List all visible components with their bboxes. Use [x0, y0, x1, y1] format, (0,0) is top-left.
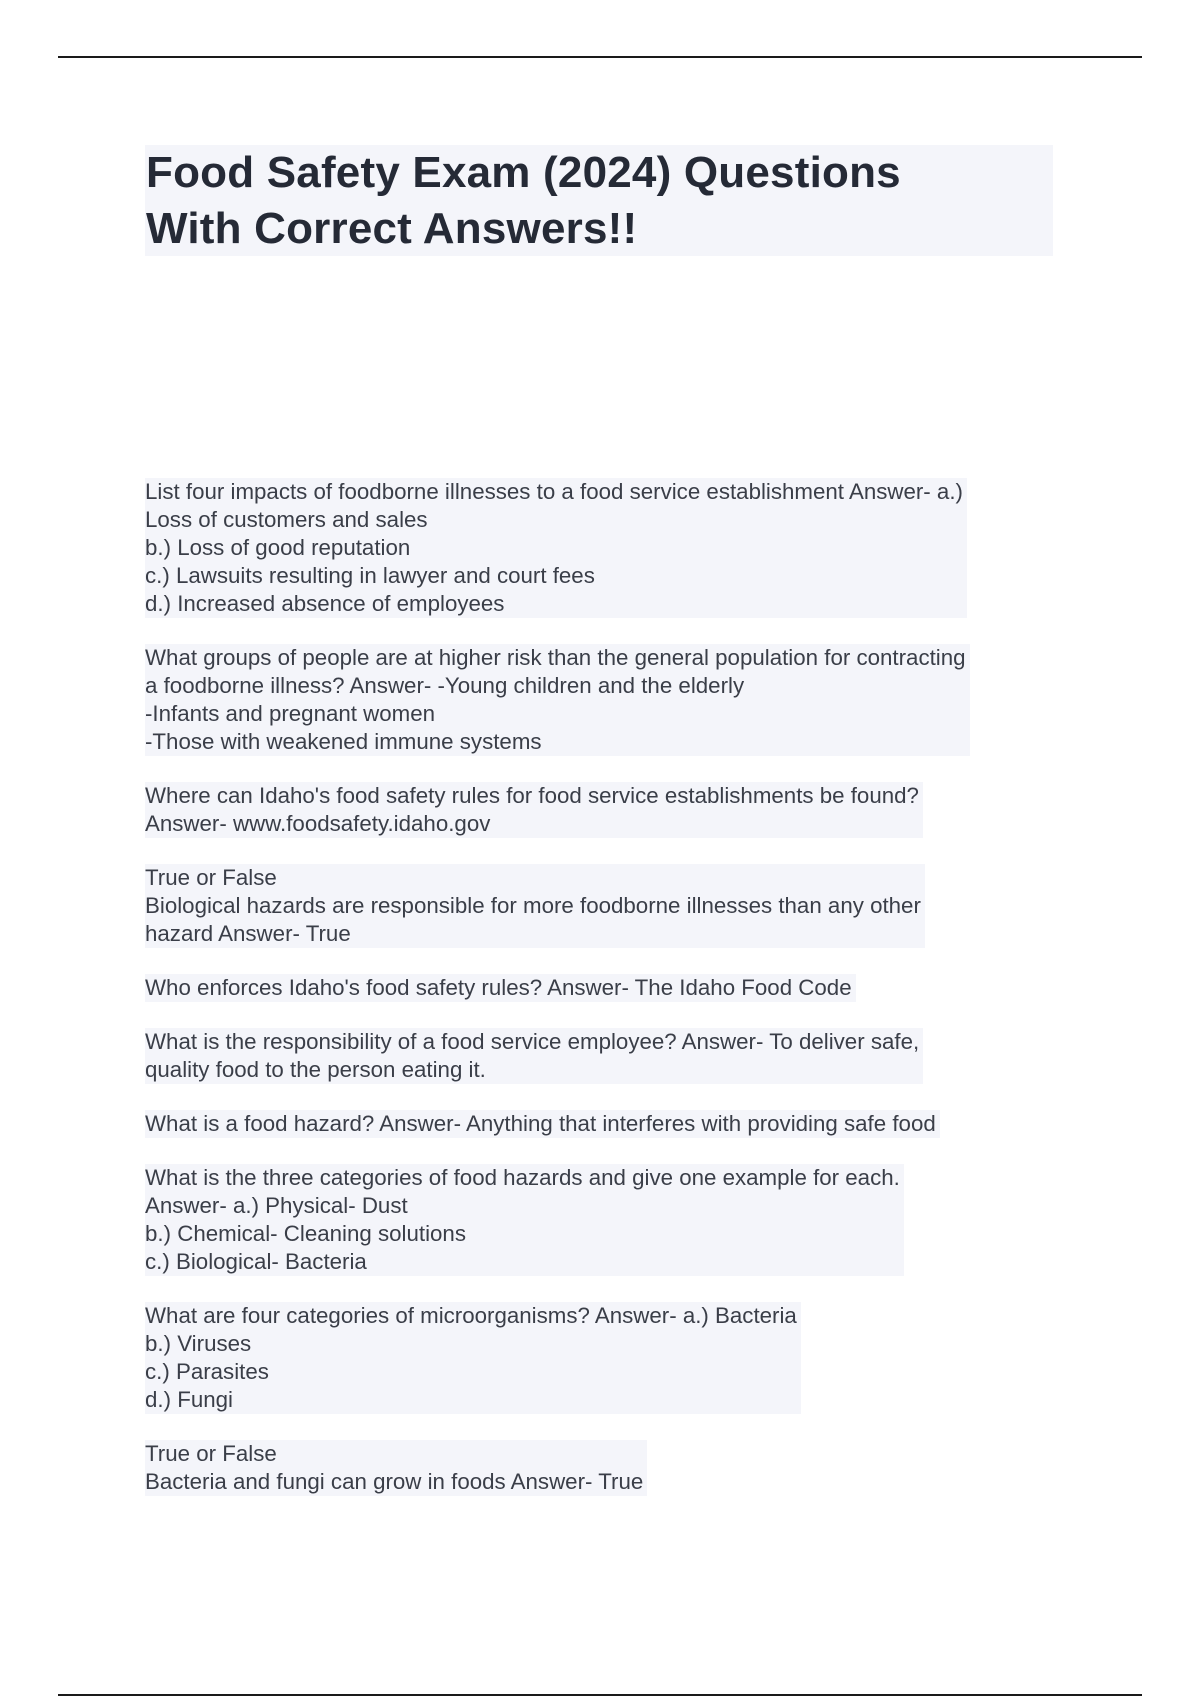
qa-item	[145, 1028, 1065, 1084]
qa-item	[145, 478, 1065, 618]
qa-item	[145, 974, 1065, 1002]
document-title: Food Safety Exam (2024) Questions With Correct Answers!!	[146, 148, 901, 253]
header-rule	[58, 56, 1142, 58]
qa-text: Who enforces Idaho's food safety rules? Answer- The Idaho Food Code	[145, 974, 856, 1002]
qa-item	[145, 864, 1065, 948]
qa-text: What is the responsibility of a food service employee? Answer- To deliver safe, quality food to the person eating it.	[145, 1028, 923, 1084]
qa-item	[145, 782, 1065, 838]
qa-text: What are four categories of microorganisms? Answer- a.) Bacteria b.) Viruses c.) Parasites d.) Fungi	[145, 1302, 801, 1414]
qa-item	[145, 1164, 1065, 1276]
qa-item	[145, 644, 1065, 756]
title-block	[145, 145, 1053, 256]
qa-text: Where can Idaho's food safety rules for food service establishments be found? Answer- www.foodsafety.idaho.gov	[145, 782, 923, 838]
qa-item	[145, 1110, 1065, 1138]
qa-text: What groups of people are at higher risk than the general population for contracting a foodborne illness? Answer- -Young children and the elderly -Infants and pregnant women -Those with weakened immune systems	[145, 644, 970, 756]
qa-item	[145, 1440, 1065, 1496]
footer-rule	[58, 1694, 1142, 1696]
qa-item	[145, 1302, 1065, 1414]
qa-text: True or False Biological hazards are responsible for more foodborne illnesses than any other hazard Answer- True	[145, 864, 925, 948]
qa-text: What is the three categories of food hazards and give one example for each. Answer- a.) Physical- Dust b.) Chemical- Cleaning solutions c.) Biological- Bacteria	[145, 1164, 904, 1276]
qa-list	[145, 478, 1065, 1522]
qa-text: True or False Bacteria and fungi can grow in foods Answer- True	[145, 1440, 647, 1496]
qa-text: What is a food hazard? Answer- Anything that interferes with providing safe food	[145, 1110, 940, 1138]
qa-text: List four impacts of foodborne illnesses to a food service establishment Answer- a.) Loss of customers and sales b.) Loss of good reputation c.) Lawsuits resulting in lawyer and court fees d.) Increased absence of employees	[145, 478, 967, 618]
